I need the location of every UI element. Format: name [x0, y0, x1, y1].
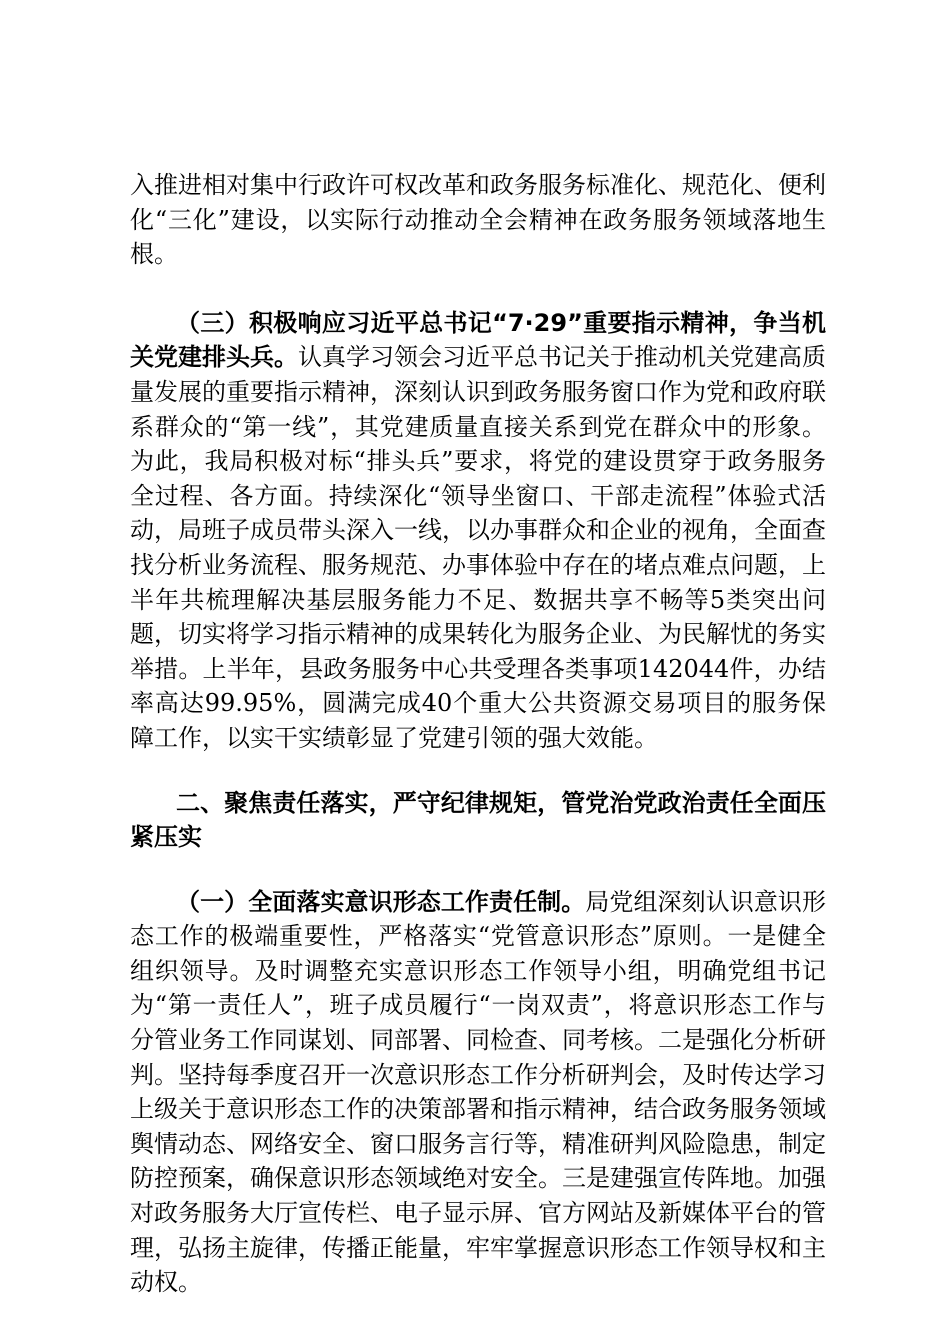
section-heading-2: 二、聚焦责任落实，严守纪律规矩，管党治党政治责任全面压紧压实 — [130, 788, 826, 852]
subsection-body-1-3: 认真学习领会习近平总书记关于推动机关党建高质量发展的重要指示精神，深刻认识到政务服务窗口作为党和政府联系群众的“第一线”，其党建质量直接关系到党在群众中的形象。为此，我局积极对标“排头兵”要求，将党的建设贯穿于政务服务全过程、各方面。持续深化“领导坐窗口、干部走流程”体验式活动，局班子成员带头深入一线，以办事群众和企业的视角，全面查找分析业务流程、服务规范、办事体验中存在的堵点难点问题，上半年共梳理解决基层服务能力不足、数据共享不畅等5类突出问题，切实将学习指示精神的成果转化为服务企业、为民解忧的务实举措。上半年，县政务服务中心共受理各类事项142044件，办结率高达99.95%，圆满完成40个重大公共资源交易项目的服务保障工作，以实干实绩彰显了党建引领的强大效能。 — [130, 343, 826, 752]
document-page — [130, 168, 826, 1300]
subsection-heading-2-1: （一）全面落实意识形态工作责任制。 — [176, 887, 586, 916]
paragraph-continuation: 入推进相对集中行政许可权改革和政务服务标准化、规范化、便利化“三化”建设，以实际行动推动全会精神在政务服务领域落地生根。 — [130, 171, 826, 269]
subsection-body-2-1: 局党组深刻认识意识形态工作的极端重要性，严格落实“党管意识形态”原则。一是健全组织领导。及时调整充实意识形态工作领导小组，明确党组书记为“第一责任人”，班子成员履行“一岗双责”，将意识形态工作与分管业务工作同谋划、同部署、同检查、同考核。二是强化分析研判。坚持每季度召开一次意识形态工作分析研判会，及时传达学习上级关于意识形态工作的决策部署和指示精神，结合政务服务领域舆情动态、网络安全、窗口服务言行等，精准研判风险隐患，制定防控预案，确保意识形态领域绝对安全。三是建强宣传阵地。加强对政务服务大厅宣传栏、电子显示屏、官方网站及新媒体平台的管理，弘扬主旋律，传播正能量，牢牢掌握意识形态工作领导权和主动权。 — [130, 887, 827, 1297]
subsection-heading-1-3: （三）积极响应习近平总书记“7·29”重要指示精神，争当机关党建排头兵。 — [130, 308, 826, 372]
paragraph-section-2-1 — [130, 885, 826, 1300]
paragraph-section-1-3 — [130, 306, 826, 756]
